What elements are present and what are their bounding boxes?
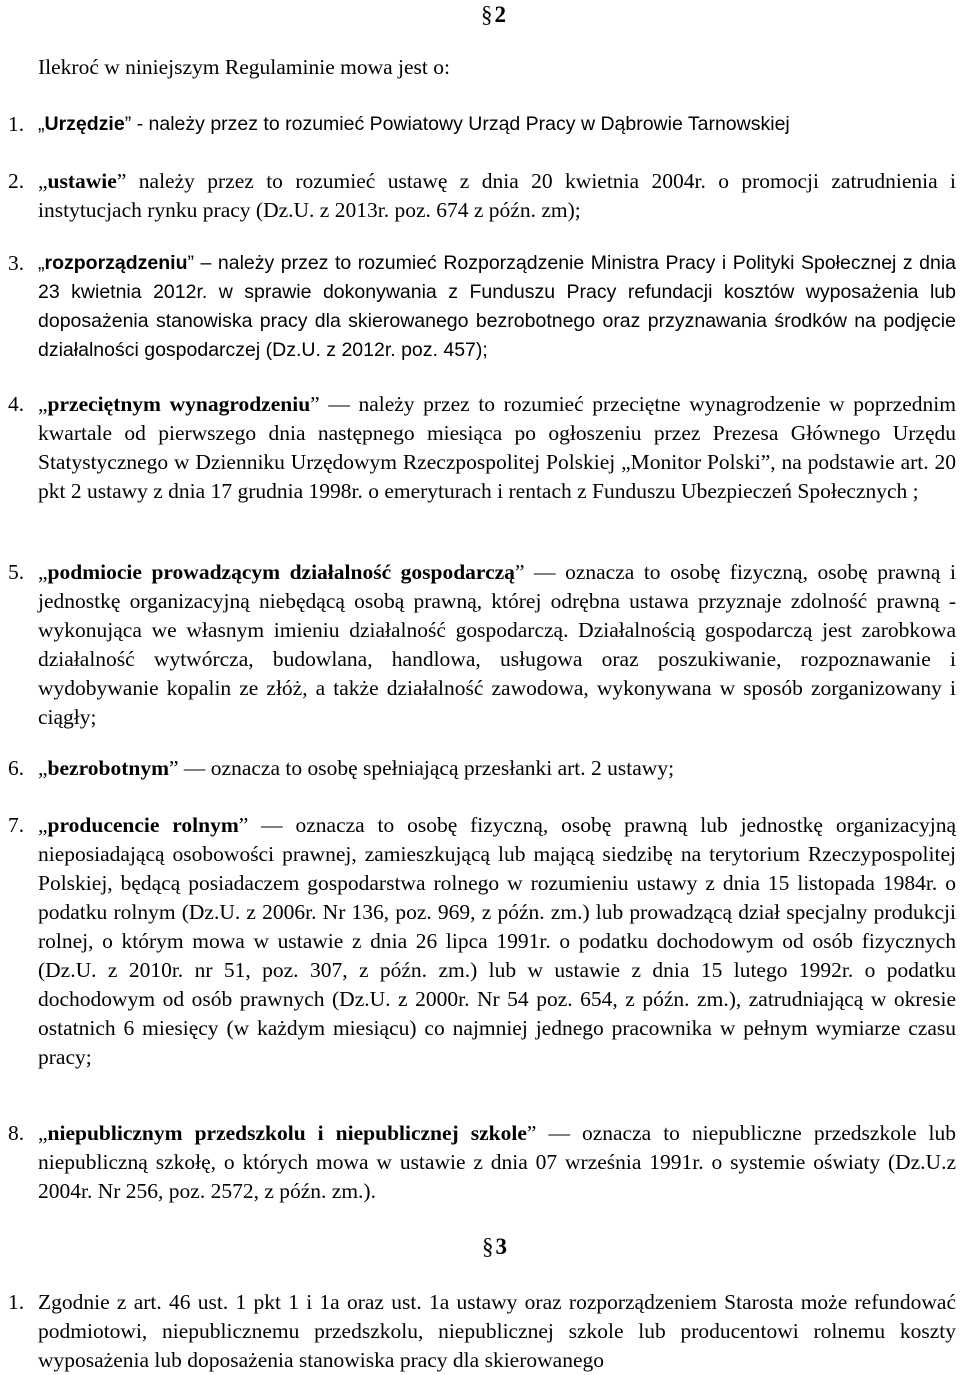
item-definition: należy przez to rozumieć ustawę z dnia 20 kwietnia 2004r. o promocji zatrudnienia i instytucjach rynku pracy (Dz.U. z 2013r. poz. 674 z późn. zm); xyxy=(38,169,956,222)
item-number: 2. xyxy=(8,169,25,193)
quote-open: „ xyxy=(38,169,48,193)
item-definition: - należy przez to rozumieć Powiatowy Urząd Pracy w Dąbrowie Tarnowskiej xyxy=(131,113,790,135)
item-text: Zgodnie z art. 46 ust. 1 pkt 1 i 1a oraz ust. 1a ustawy oraz rozporządzeniem Starosta może refundować podmiotowi, niepublicznemu przedszkolu, niepublicznej szkole lub producentowi rolnemu koszty wyposażenia lub doposażenia stanowiska pracy dla skierowanego xyxy=(38,1290,956,1372)
item-number: 7. xyxy=(8,813,25,837)
item-term: przeciętnym wynagrodzeniu xyxy=(47,392,311,416)
definition-item xyxy=(8,1119,956,1206)
item-text xyxy=(38,390,956,506)
section-3-heading xyxy=(482,1232,507,1261)
quote-close: ” xyxy=(168,756,179,780)
definition-item xyxy=(8,754,956,783)
quote-open: „ xyxy=(38,813,48,837)
item-text xyxy=(38,249,956,365)
quote-close: ” xyxy=(310,392,320,416)
item-term: niepublicznym przedszkolu i niepublicznej szkole xyxy=(47,1121,527,1145)
item-number: 3. xyxy=(8,251,25,275)
item-number: 4. xyxy=(8,392,25,416)
quote-open: „ xyxy=(38,560,48,584)
item-number: 6. xyxy=(8,756,25,780)
intro-text: Ilekroć w niniejszym Regulaminie mowa jest o: xyxy=(38,55,450,79)
paragraph-item xyxy=(8,1288,956,1375)
item-term: rozporządzeniu xyxy=(44,252,188,274)
quote-open: „ xyxy=(38,113,45,135)
definition-item xyxy=(8,390,956,506)
item-definition: — oznacza to niepubliczne przedszkole lub niepubliczną szkołę, o których mowa w ustawie z dnia 07 września 1991r. o systemie oświaty (Dz.U.z 2004r. Nr 256, poz. 2572, z późn. zm.). xyxy=(38,1121,956,1203)
item-term: ustawie xyxy=(47,169,117,193)
item-text xyxy=(38,1119,956,1206)
item-number: 1. xyxy=(8,1290,25,1314)
item-text xyxy=(38,754,956,783)
section-number: 3 xyxy=(495,1234,507,1259)
quote-close: ” xyxy=(514,560,525,584)
definition-item xyxy=(8,558,956,732)
quote-close: ” xyxy=(187,252,195,274)
definition-item xyxy=(8,110,956,139)
item-term: podmiocie prowadzącym działalność gospodarczą xyxy=(47,560,515,584)
item-number: 5. xyxy=(8,560,25,584)
section-symbol: § xyxy=(481,2,493,27)
quote-open: „ xyxy=(38,1121,48,1145)
quote-close: ” xyxy=(526,1121,537,1145)
item-text xyxy=(38,811,956,1072)
item-number: 8. xyxy=(8,1121,25,1145)
quote-close: ” xyxy=(124,113,132,135)
definition-item xyxy=(8,249,956,365)
definition-item xyxy=(8,167,956,225)
item-definition: — należy przez to rozumieć przeciętne wynagrodzenie w poprzednim kwartale od pierwszego dnia następnego miesiąca po ogłoszeniu przez Prezesa Głównego Urzędu Statystycznego w Dzienniku Urzędowym Rzeczpospolitej Polskiej „Monitor Polski”, na podstawie art. 20 pkt 2 ustawy z dnia 17 grudnia 1998r. o emeryturach i rentach z Funduszu Ubezpieczeń Społecznych ; xyxy=(38,392,956,503)
item-definition: — oznacza to osobę spełniającą przesłanki art. 2 ustawy; xyxy=(178,756,675,780)
quote-open: „ xyxy=(38,392,48,416)
item-text xyxy=(38,558,956,732)
section-number: 2 xyxy=(494,2,506,27)
item-definition: — oznacza to osobę fizyczną, osobę prawną i jednostkę organizacyjną niebędącą osobą prawną, której odrębna ustawa przyznaje zdolność prawną - wykonująca we własnym imieniu działalność gospodarczą. Działalnością gospodarczą jest zarobkowa działalność wytwórcza, budowlana, handlowa, usługowa oraz poszukiwanie, rozpoznawanie i wydobywanie kopalin ze złóż, a także działalność zawodowa, wykonywana w sposób zorganizowany i ciągły; xyxy=(38,560,956,729)
section-2-heading xyxy=(481,0,506,29)
item-text xyxy=(38,110,956,139)
item-number: 1. xyxy=(8,112,25,136)
section-symbol: § xyxy=(482,1234,494,1259)
quote-open: „ xyxy=(38,756,48,780)
item-term: Urzędzie xyxy=(44,113,125,135)
item-term: bezrobotnym xyxy=(47,756,169,780)
item-definition: — oznacza to osobę fizyczną, osobę prawną lub jednostkę organizacyjną nieposiadającą osobowości prawnej, zamieszkującą lub mającą siedzibę na terytorium Rzeczypospolitej Polskiej, będącą posiadaczem gospodarstwa rolnego w rozumieniu ustawy z dnia 15 listopada 1984r. o podatku rolnym (Dz.U. z 2006r. Nr 136, poz. 969, z późn. zm.) lub prowadzącą dział specjalny produkcji rolnej, o którym mowa w ustawie z dnia 26 lipca 1991r. o podatku dochodowym od osób fizycznych (Dz.U. z 2010r. nr 51, poz. 307, z późn. zm.) lub w ustawie z dnia 15 lutego 1992r. o podatku dochodowym od osób prawnych (Dz.U. z 2000r. Nr 54 poz. 654, z późn. zm.), zatrudniającą w okresie ostatnich 6 miesięcy (w każdym miesiącu) co najmniej jednego pracownika w pełnym wymiarze czasu pracy; xyxy=(38,813,956,1069)
quote-close: ” xyxy=(116,169,127,193)
quote-close: ” xyxy=(238,813,249,837)
item-text xyxy=(38,167,956,225)
quote-open: „ xyxy=(38,252,45,274)
definition-item xyxy=(8,811,956,1072)
item-definition: – należy przez to rozumieć Rozporządzenie Ministra Pracy i Polityki Społecznej z dnia 23 kwietnia 2012r. w sprawie dokonywania z Funduszu Pracy refundacji kosztów wyposażenia lub doposażenia stanowiska pracy dla skierowanego bezrobotnego oraz przyznawania środków na podjęcie działalności gospodarczej (Dz.U. z 2012r. poz. 457); xyxy=(38,252,956,361)
item-term: producencie rolnym xyxy=(47,813,239,837)
